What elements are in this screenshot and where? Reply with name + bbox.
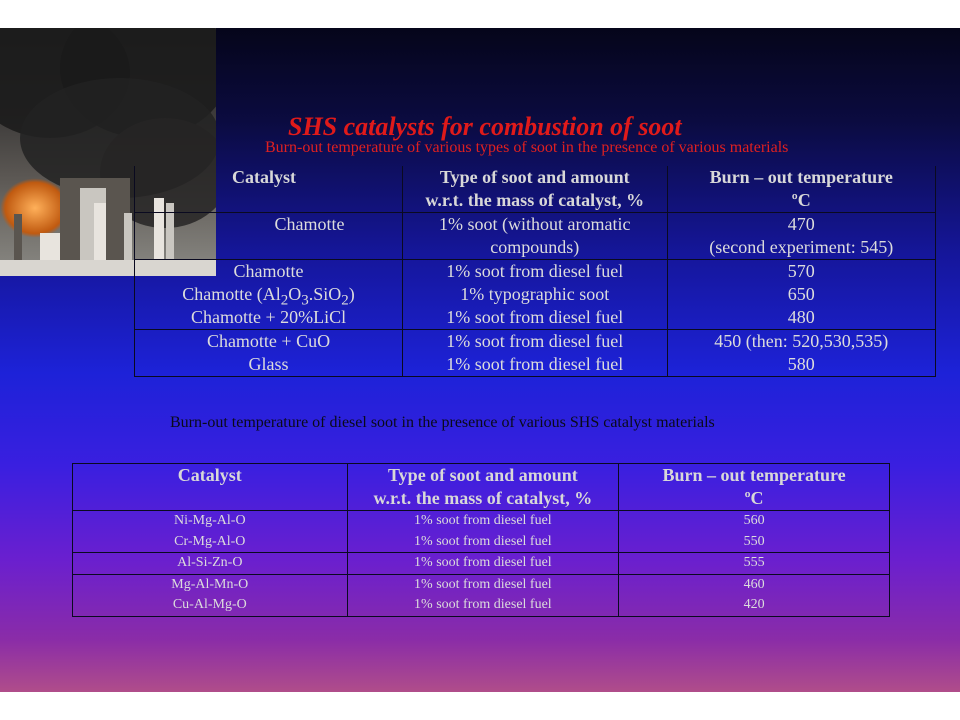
header-soot-type: Type of soot and amount w.r.t. the mass of catalyst, % — [347, 464, 619, 511]
header-catalyst: Catalyst — [135, 166, 403, 213]
list-item: Chamotte $(Al_2O_3.SiO_2)$ — [182, 284, 355, 309]
list-item: Chamotte — [233, 261, 304, 281]
table1-catalyst-materials — [134, 166, 936, 377]
table-row-group: Chamotte + CuO Glass 1% soot from diesel fuel 1% soot from diesel fuel 450 (then: 520,530,535) 580 — [135, 330, 936, 377]
header-burnout-temp: Burn – out temperature ºC — [619, 464, 890, 511]
table1-caption: Burn-out temperature of various types of soot in the presence of various materials — [265, 139, 789, 156]
table2-caption: Burn-out temperature of diesel soot in the presence of various SHS catalyst materials — [170, 414, 715, 431]
table-row: Cu-Al-Mg-O 1% soot from diesel fuel 420 — [73, 595, 890, 616]
table-row: Ni-Mg-Al-O 1% soot from diesel fuel 560 — [73, 511, 890, 532]
header-soot-type: Type of soot and amount w.r.t. the mass of catalyst, % — [403, 166, 667, 213]
table-row-group: Chamotte Chamotte $(Al_2O_3.SiO_2)$ Chamotte + 20%LiCl 1% soot from diesel fuel 1% typographic soot 1% soot from diesel fuel 570 650 480 — [135, 260, 936, 330]
slide-title: SHS catalysts for combustion of soot — [288, 112, 682, 141]
list-item: Chamotte + 20%LiCl — [190, 307, 347, 327]
header-catalyst: Catalyst — [73, 464, 348, 511]
table-row: Al-Si-Zn-O 1% soot from diesel fuel 555 — [73, 553, 890, 575]
table-row: Cr-Mg-Al-O 1% soot from diesel fuel 550 — [73, 532, 890, 553]
table1-header-row — [135, 166, 936, 213]
table2-shs-catalysts — [72, 463, 890, 617]
table-row: Chamotte 1% soot (without aromatic compounds) 470 (second experiment: 545) — [135, 213, 936, 260]
table2-header-row — [73, 464, 890, 511]
header-burnout-temp: Burn – out temperature ºC — [667, 166, 936, 213]
table-row: Mg-Al-Mn-O 1% soot from diesel fuel 460 — [73, 574, 890, 595]
